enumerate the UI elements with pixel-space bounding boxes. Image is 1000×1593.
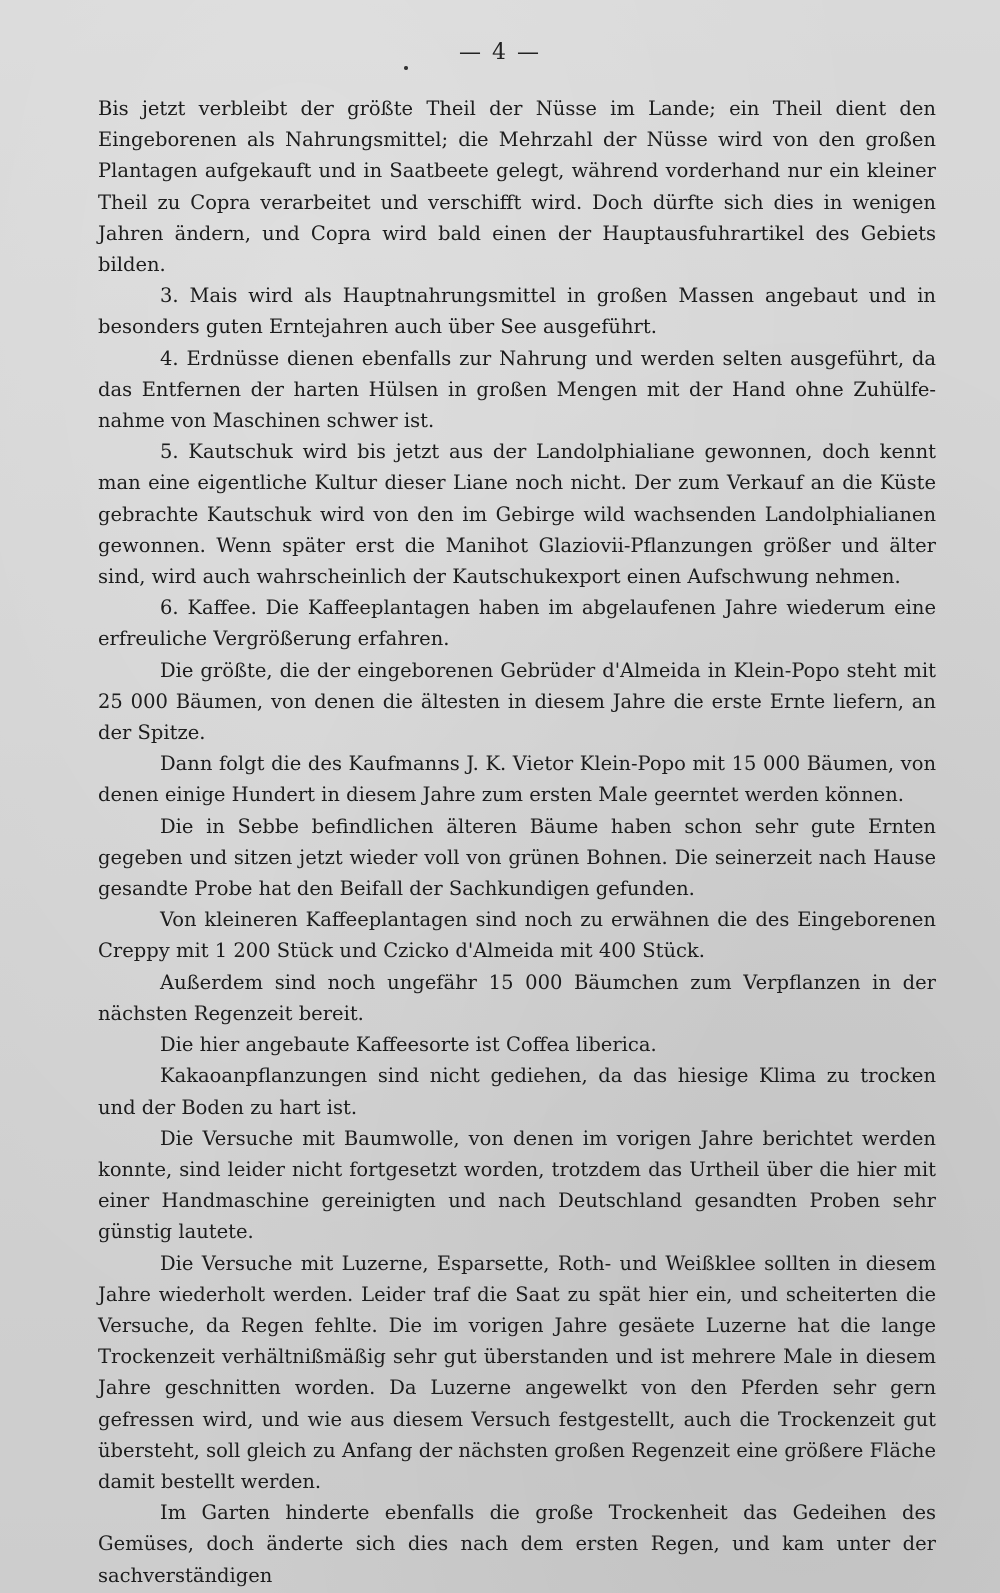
paragraph: 3. Mais wird als Hauptnahrungsmittel in großen Massen angebaut und in besonders guten Erntejahren auch über See ausgeführt.	[98, 284, 936, 339]
paragraph: 6. Kaffee. Die Kaffeeplantagen haben im abgelaufenen Jahre wiederum eine erfreuliche Vergrößerung erfahren.	[98, 596, 936, 651]
body-text	[98, 93, 936, 1591]
paragraph: Die größte, die der eingeborenen Gebrüder d'Almeida in Klein-Popo steht mit 25 000 Bäumen, von denen die ältesten in diesem Jahre die erste Ernte liefern, an der Spitze.	[98, 658, 936, 745]
paragraph: Im Garten hinderte ebenfalls die große Trockenheit das Gedeihen des Gemüses, doch änderte sich dies nach dem ersten Regen, und kam unter der sachverständigen	[98, 1501, 936, 1587]
paragraph: Außerdem sind noch ungefähr 15 000 Bäumchen zum Verpflanzen in der nächsten Regenzeit bereit.	[98, 970, 936, 1025]
paragraph: Kakaoanpflanzungen sind nicht gediehen, da das hiesige Klima zu trocken und der Boden zu hart ist.	[98, 1064, 936, 1119]
paragraph: Die in Sebbe befindlichen älteren Bäume haben schon sehr gute Ernten gegeben und sitzen jetzt wieder voll von grünen Bohnen. Die seinerzeit nach Hause gesandte Probe hat den Beifall der Sachkundigen gefunden.	[98, 814, 936, 901]
paragraph: 5. Kautschuk wird bis jetzt aus der Landolphialiane gewonnen, doch kennt man eine eigentliche Kultur dieser Liane noch nicht. Der zum Verkauf an die Küste gebrachte Kautschuk wird von den im Gebirge wild wachsenden Landolphialianen gewonnen. Wenn später erst die Manihot Glaziovii-Pflanzungen größer und älter sind, wird auch wahrscheinlich der Kautschukexport einen Aufschwung nehmen.	[98, 440, 936, 589]
paragraph: Die Versuche mit Luzerne, Esparsette, Roth- und Weißklee sollten in diesem Jahre wiederholt werden. Leider traf die Saat zu spät hier ein, und scheiterten die Versuche, da Regen fehlte. Die im vorigen Jahre gesäete Luzerne hat die lange Trockenzeit verhältnißmäßig sehr gut überstanden und ist mehrere Male in diesem Jahre geschnitten worden. Da Luzerne angewelkt von den Pferden sehr gern gefressen wird, und wie aus diesem Versuch festgestellt, auch die Trockenzeit gut übersteht, soll gleich zu Anfang der nächsten großen Regenzeit eine größere Fläche damit bestellt werden.	[98, 1251, 936, 1493]
paragraph: 4. Erdnüsse dienen ebenfalls zur Nahrung und werden selten ausgeführt, da das Entfernen der harten Hülsen in großen Mengen mit der Hand ohne Zuhülfe-nahme von Maschinen schwer ist.	[98, 346, 936, 433]
page-number: — 4 —	[459, 40, 541, 65]
print-speck	[404, 66, 408, 70]
paragraph: Die Versuche mit Baumwolle, von denen im vorigen Jahre berichtet werden konnte, sind leider nicht fortgesetzt worden, trotzdem das Urtheil über die hier mit einer Handmaschine gereinigten und nach Deutschland gesandten Proben sehr günstig lautete.	[98, 1126, 936, 1244]
paragraph: Bis jetzt verbleibt der größte Theil der Nüsse im Lande; ein Theil dient den Eingeborenen als Nahrungsmittel; die Mehrzahl der Nüsse wird von den großen Plantagen aufgekauft und in Saatbeete gelegt, während vorderhand nur ein kleiner Theil zu Copra verarbeitet und verschifft wird. Doch dürfte sich dies in wenigen Jahren ändern, und Copra wird bald einen der Hauptausfuhrartikel des Gebiets bilden.	[98, 97, 936, 277]
paragraph: Dann folgt die des Kaufmanns J. K. Vietor Klein-Popo mit 15 000 Bäumen, von denen einige Hundert in diesem Jahre zum ersten Male geerntet werden können.	[98, 752, 936, 807]
paragraph: Von kleineren Kaffeeplantagen sind noch zu erwähnen die des Eingeborenen Creppy mit 1 200 Stück und Czicko d'Almeida mit 400 Stück.	[98, 908, 936, 963]
paragraph: Die hier angebaute Kaffeesorte ist Coffea liberica.	[160, 1033, 657, 1057]
